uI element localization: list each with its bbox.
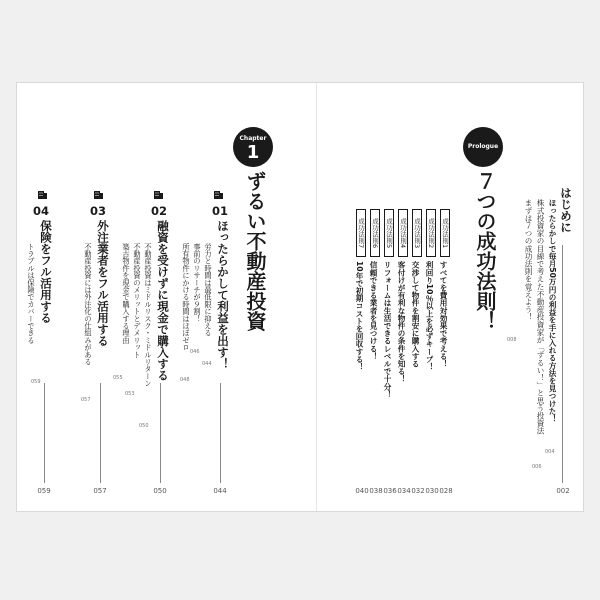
book-spread — [16, 82, 584, 512]
prologue-badge: Prologue — [463, 127, 503, 167]
intro-minipage-2: 006 — [532, 464, 542, 470]
section-04-sub-1: トラブルは保険でカバーできる — [27, 243, 36, 344]
building-icon — [213, 189, 224, 199]
building-icon — [93, 189, 104, 199]
intro-minipage-1: 004 — [545, 449, 555, 455]
section-01-sub-2: 事前のリサーチが９割！ — [193, 243, 202, 323]
section-01-leader — [220, 383, 221, 483]
law-7-text: 10年で初期コストを回収する！ — [355, 261, 364, 371]
section-04-page: 059 — [37, 487, 51, 495]
law-4-tag: 成功法則4 — [398, 209, 408, 257]
section-02-leader — [160, 383, 161, 483]
law-3-page: 032 — [411, 487, 425, 495]
law-2-page: 030 — [425, 487, 439, 495]
intro-minipage-3: 008 — [507, 337, 517, 343]
law-6-tag: 成功法則6 — [370, 209, 380, 257]
section-01-page: 044 — [213, 487, 227, 495]
section-01-title: ほったらかして利益を出す！ — [216, 220, 230, 370]
section-02-title: 融資を受けずに現金で購入する — [156, 220, 170, 381]
prologue-heading: ７つの成功法則！ — [473, 171, 497, 331]
section-03-sub-1: 不動産投資には外注化の仕組みがある — [84, 243, 93, 366]
section-02-sub-1: 不動産投資はミドルリスク・ミドルリターン — [144, 243, 153, 387]
law-3-tag: 成功法則3 — [412, 209, 422, 257]
section-01-sub-3: 所有物件にかける時間はほぼゼロ — [182, 243, 191, 351]
intro-line-3: まずは７つの成功法則を覚えよう！ — [524, 199, 533, 321]
section-03-number: 03 — [90, 204, 107, 218]
building-icon — [153, 189, 164, 199]
law-1-text: すべてを費用対効果で考える！ — [439, 261, 448, 368]
section-02-minipage-2: 053 — [125, 391, 135, 397]
law-5-tag: 成功法則5 — [384, 209, 394, 257]
intro-line-1: ほったらかしで毎月50万円の利益を手に入れる方法を見つけた！ — [548, 199, 557, 423]
section-01-number: 01 — [212, 204, 229, 218]
law-4-text: 客付けが有利な物件の条件を知る！ — [397, 261, 406, 383]
chapter-heading: ずるい不動産投資 — [243, 171, 267, 331]
section-02-sub-2: 不動産投資のメリットとデメリット — [133, 243, 142, 359]
section-02-page: 050 — [153, 487, 167, 495]
gutter — [316, 83, 317, 511]
section-01-minipage-2: 046 — [190, 349, 200, 355]
intro-leader — [562, 245, 563, 483]
intro-page: 002 — [556, 487, 570, 495]
law-1-page: 028 — [439, 487, 453, 495]
law-4-page: 034 — [397, 487, 411, 495]
law-2-tag: 成功法則2 — [426, 209, 436, 257]
section-02-minipage-3: 055 — [113, 375, 123, 381]
section-03-leader — [100, 383, 101, 483]
section-04-title: 保険をフル活用する — [39, 220, 53, 324]
section-03-title: 外注業者をフル活用する — [96, 220, 110, 347]
section-03-minipage-1: 057 — [81, 397, 91, 403]
section-04-leader — [44, 383, 45, 483]
section-04-number: 04 — [33, 204, 50, 218]
law-6-page: 038 — [369, 487, 383, 495]
law-2-text: 利回り10％以上を必ずキープ！ — [425, 261, 434, 371]
building-icon — [37, 189, 48, 199]
section-01-minipage-1: 044 — [202, 361, 212, 367]
section-01-minipage-3: 048 — [180, 377, 190, 383]
law-5-page: 036 — [383, 487, 397, 495]
intro-title: はじめに — [559, 187, 573, 233]
chapter-badge: Chapter 1 — [233, 127, 273, 167]
law-5-text: リフォームは生活できるレベルで十分！ — [383, 261, 392, 398]
law-1-tag: 成功法則1 — [440, 209, 450, 257]
section-02-sub-3: 築古物件を現金で購入する理由 — [122, 243, 131, 344]
law-7-page: 040 — [355, 487, 369, 495]
law-6-text: 信頼できる業者を見つける！ — [369, 261, 378, 360]
law-7-tag: 成功法則7 — [356, 209, 366, 257]
section-02-number: 02 — [151, 204, 168, 218]
law-3-text: 交渉して物件を割安に購入する — [411, 261, 420, 368]
section-03-page: 057 — [93, 487, 107, 495]
section-04-minipage-1: 059 — [31, 379, 41, 385]
section-01-sub-1: 労力と時間は最低限に抑える — [204, 243, 213, 337]
intro-line-2: 株式投資家の目線で考えた不動産投資家が「ずるい！」と思う投資法 — [536, 199, 545, 435]
section-02-minipage-1: 050 — [139, 423, 149, 429]
